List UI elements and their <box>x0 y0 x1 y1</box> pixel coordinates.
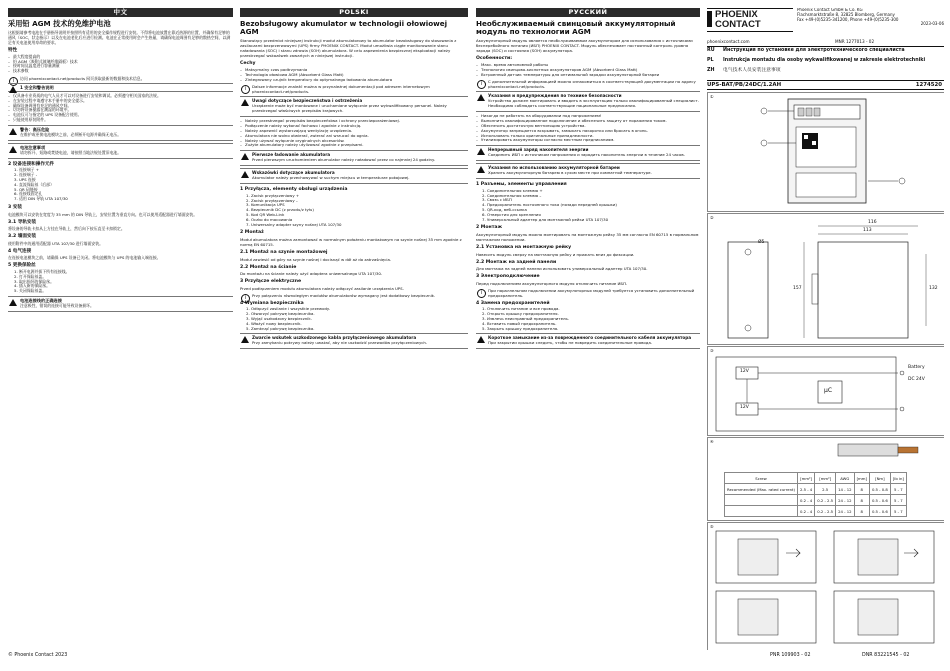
warning-title: 电池注意事项 <box>20 144 46 150</box>
feature-item: – 铅 AGM（吸附式玻璃纤维隔板）技术 <box>8 60 233 65</box>
warning-box <box>476 145 700 161</box>
info-note <box>8 75 233 84</box>
safety-item: – Należy przestrzegać przepisów bezpieczeństwa i ochrony przeciwporażeniowej. <box>240 119 468 124</box>
safety-item: – Утилизировать аккумуляторы согласно местным предписаниям. <box>476 138 700 143</box>
label-microcontroller: µC <box>824 387 833 394</box>
fuse-step: 1. Отключить питание и все провода. <box>482 306 560 312</box>
warning-icon <box>9 299 17 306</box>
element-item: 1. 连接端子 + <box>14 167 40 173</box>
figure-fuse-replacement <box>707 522 944 650</box>
figure-block-diagram <box>707 346 944 436</box>
info-text: С дополнительной информацией можно ознакомиться в соответствующей документации по адресу phoenixcontact.net/products. <box>488 79 696 90</box>
safety-item: – Аккумулятор запрещается вскрывать, замыкать накоротко или бросать в огонь. <box>476 129 700 134</box>
address-line: Flachsmarktstraße 8, 32825 Blomberg, Germany <box>797 11 895 17</box>
info-note <box>240 84 468 94</box>
safety-item: – Выполнить квалифицированное подключение и обеспечить защиту от поражения током. <box>476 119 700 124</box>
dimension-d: Ø5 <box>758 240 765 245</box>
table-cell: 24 - 12 <box>836 506 854 517</box>
warning-icon <box>241 99 249 106</box>
safety-item: – 只能使用原装附件。 <box>8 118 233 123</box>
label-12v-bottom: 12V <box>740 405 749 410</box>
table-cell <box>725 495 798 506</box>
warning-icon <box>241 153 249 160</box>
warning-box <box>240 150 468 166</box>
table-cell: 2.5 - 4 <box>797 484 814 495</box>
table-cell: 0.5 - 0.8 <box>869 484 890 495</box>
dimension-w2: 113 <box>863 228 872 233</box>
feature-item: – Zintegrowany czujnik temperatury do optymalnego ładowania akumulatora <box>240 78 468 83</box>
element-item: 4. Bezpiecznik DC (z przodu/z tyłu) <box>246 207 314 213</box>
fuse-step: 3. Wyjąć uszkodzony bezpiecznik. <box>246 315 312 321</box>
warning-text: 请勿拆开、短路或焚烧电池，请按照当地法规处置旧电池。 <box>20 149 122 155</box>
section-title: Bezobsługowy akumulator w technologii ołowiowej AGM <box>240 19 448 37</box>
rail-heading: 2.1 Montaż na szynie montażowej <box>240 249 328 255</box>
wall-text: Do montażu na ścianie należy użyć adaptera uniwersalnego UTA 107/30. <box>240 271 383 277</box>
electrical-text: Перед подключением аккумуляторного модуля отключить питание ИБП. <box>476 280 628 286</box>
fuse-step: 2. 打开保险丝盖。 <box>14 273 47 279</box>
safety-item: – Akumulatora nie wolno otwierać, zwierać ani wrzucać do ognia. <box>240 134 468 139</box>
label-12v-top: 12V <box>740 369 749 374</box>
table-cell: 5 - 7 <box>890 484 906 495</box>
address-line: Phoenix Contact GmbH & Co. KG <box>797 8 863 12</box>
dimension-drawing <box>708 214 944 344</box>
website: phoenixcontact.com <box>707 39 750 44</box>
language-title: 电气技术人员安装注意事项 <box>723 68 781 73</box>
brand-logo <box>707 8 793 42</box>
footer-dnr: DNR 83221545 - 02 <box>862 653 910 658</box>
wire-strip-drawing <box>708 438 944 468</box>
safety-item: – 电池仅可与指定的 UPS 设备配合使用。 <box>8 113 233 118</box>
element-item: 7. Uniwersalny adapter szyny nośnej UTA 107/30 <box>246 221 342 227</box>
language-title: Инструкция по установке для электротехнического специалиста <box>723 48 905 53</box>
features-heading: Cechy <box>240 61 256 67</box>
fuse-step: 1. 断开电源并拔下所有连接线。 <box>14 268 70 274</box>
figure-wiring-table <box>707 437 944 521</box>
logo-text-line2: CONTACT <box>715 19 761 30</box>
column-header: РУССКИЙ <box>476 8 700 17</box>
language-code: RU <box>707 48 715 53</box>
fuse-steps-drawing <box>708 523 944 650</box>
info-link-text: 访问 phoenixcontact.net/products 网页获取最新的数据和技术信息。 <box>20 75 145 81</box>
info-icon: i <box>241 85 250 94</box>
table-cell <box>725 506 798 517</box>
footer-copyright: © Phoenix Contact 2023 <box>8 653 68 658</box>
fuse-heading: 4 Wymiana bezpiecznika <box>240 300 304 306</box>
warning-text: 注意极性，错误的连接可能导致设备损坏。 <box>20 302 94 308</box>
element-item: 2. 连接端子 - <box>14 172 38 178</box>
feature-item: – Maksymalny czas podtrzymania <box>240 68 468 73</box>
language-title: Instrukcja montażu dla osoby wykwalifikowanej w zakresie elektrotechniki <box>723 58 926 63</box>
logo-text-line1: PHOENIX <box>715 9 758 20</box>
features-heading: Особенности: <box>476 56 513 62</box>
element-item: 5. QR 码链接 <box>14 186 38 192</box>
figure-number: ③ <box>710 348 714 353</box>
warning-box <box>476 333 700 349</box>
document-date: 2023-03-06 <box>920 21 944 27</box>
fuse-step: 1. Odłączyć zasilanie i wszystkie przewody. <box>246 306 330 312</box>
element-item: 3. Komunikacja UPS <box>246 202 285 208</box>
footer-pnr: PNR 109903 - 02 <box>770 653 811 658</box>
element-item: 1. Соединительная клемма + <box>482 187 543 193</box>
dimension-h: 157 <box>793 286 802 291</box>
warning-icon <box>477 94 485 101</box>
info-note <box>240 292 468 301</box>
warning-text: Соединить ИБП с источником напряжения и зарядить накопитель энергии в течение 24 часов. <box>488 152 685 158</box>
warning-box <box>476 91 700 112</box>
safety-item: – Podłączenie należy wykonać fachowo i zgodnie z instrukcją. <box>240 124 468 129</box>
column-header: POLSKI <box>240 8 468 17</box>
warning-icon <box>9 146 17 153</box>
safety-item: – Należy używać wyłącznie oryginalnych akcesoriów. <box>240 139 468 144</box>
table-cell: 0.5 - 0.6 <box>869 506 890 517</box>
intro-text: 这根据请参考电池在手册指导说明并按照所有适用的安全操作规程进行安装。不得将电池放置在靠近热源的位置，并确保有足够的通风（SOC，状态指示）以及在电池老化后应进行检测。电池在正常使用时会产生热量，请确保电池周围有足够的散热空间，以满足有关电池使用寿命的要求。 <box>8 30 231 46</box>
table-cell: 8 <box>854 506 869 517</box>
warning-text: 在维护或更换电池模块之前，必须断开电源并确保无电压。 <box>20 131 122 137</box>
column-figures <box>707 8 944 650</box>
table-header-cell: [Nm] <box>869 473 890 484</box>
part-number: 1274520 <box>915 82 942 88</box>
dimension-h2: 132 <box>929 286 938 291</box>
wall-heading: 2.2 Montaż na ścianie <box>240 264 297 270</box>
table-cell: 8 <box>854 495 869 506</box>
safety-item: – Należy zapewnić wystarczającą wentylację urządzenia. <box>240 129 468 134</box>
address-line: Fax +49-(0)5235-341200, Phone +49-(0)5235-300 <box>797 16 899 22</box>
safety-item: – 切勿将设备暴露在潮湿的环境中。 <box>8 108 233 113</box>
table-header-cell: [mm²] <box>797 473 814 484</box>
table-row <box>725 495 907 506</box>
rail-heading: 3.1 导轨安装 <box>8 219 37 225</box>
warning-box <box>476 163 700 179</box>
table-row <box>725 484 907 495</box>
element-item: 4. 直流保险丝（后部） <box>14 181 54 187</box>
language-row-pl <box>707 58 944 64</box>
table-cell: 24 - 12 <box>836 495 854 506</box>
safety-item: – Zużyte akumulatory należy utylizować zgodnie z przepisami. <box>240 143 468 148</box>
features-heading: 特性 <box>8 48 18 54</box>
warning-icon <box>477 148 485 155</box>
table-row <box>725 506 907 517</box>
element-item: 3. Связь с ИБП <box>482 197 512 203</box>
element-item: 1. Zacisk przyłączeniowy + <box>246 192 300 198</box>
fuse-step: 3. Извлечь неисправный предохранитель. <box>482 315 569 321</box>
table-cell: Recommended (Max. rated current) <box>725 484 798 495</box>
figure-number: ① <box>710 94 714 99</box>
element-item: 6. Отверстия для крепления <box>482 211 541 217</box>
table-header-cell: AWG <box>836 473 854 484</box>
fuse-step: 3. 取出损坏的保险丝。 <box>14 278 54 284</box>
feature-item: – 技术参数 <box>8 69 233 74</box>
wall-text: Для монтажа на задней панели использовать универсальный адаптер UTA 107/30. <box>476 266 648 272</box>
element-item: 2. Соединительная клемма – <box>482 192 542 198</box>
info-icon: i <box>241 294 250 303</box>
table-header-row <box>725 473 907 484</box>
element-item: 6. 连接线固定孔 <box>14 191 43 197</box>
table-cell: 5 - 7 <box>890 506 906 517</box>
figure-dimensions <box>707 213 944 345</box>
warning-icon <box>477 166 485 173</box>
warning-box <box>240 333 468 349</box>
fuse-heading: 4 Замена предохранителей <box>476 300 550 306</box>
mount-heading: 2 Montaż <box>240 230 264 236</box>
warning-text: Przed pierwszym uruchomieniem akumulator należy naładować przez co najmniej 24 godziny. <box>252 157 435 163</box>
fuse-step: 5. Zamknąć pokrywę bezpiecznika. <box>246 325 315 331</box>
table-cell: 0.2 - 2.5 <box>815 495 836 506</box>
info-note <box>476 79 700 89</box>
warning-title: Pierwsze ładowanie akumulatora <box>252 152 331 158</box>
language-code: ZH <box>707 68 715 73</box>
warning-box <box>8 296 233 312</box>
element-item: 4. Предохранитель постоянного тока (позади передней крышки) <box>482 202 617 208</box>
language-code: PL <box>707 58 714 63</box>
elements-heading: 2 设备连接和操作元件 <box>8 161 55 167</box>
warning-title: 1 安全和警告说明 <box>20 84 54 90</box>
label-dc-24v: DC 24V <box>908 377 925 382</box>
table-cell: 5 - 7 <box>890 495 906 506</box>
warning-text: Przy zamykaniu pokrywy należy uważać, aby nie uszkodzić przewodów przyłączeniowych. <box>252 340 428 346</box>
warning-title: Указания и предупреждения по технике безопасности <box>488 93 622 99</box>
document-line <box>707 38 944 47</box>
warning-box <box>240 168 468 184</box>
fuse-heading: 5 更换保险丝 <box>8 263 36 269</box>
label-battery: Battery <box>908 365 925 370</box>
column-header: 中文 <box>8 8 233 17</box>
warning-title: Wskazówki dotyczące akumulatora <box>252 170 335 176</box>
electrical-text: 在连接电池模块之前，请确保 UPS 设备已关闭。将电池模块与 UPS 的电池输入端连接。 <box>8 255 161 261</box>
table-cell: 0.2 - 4 <box>797 495 814 506</box>
table-cell: 0.2 - 2.5 <box>815 506 836 517</box>
table-cell: 2.5 <box>815 484 836 495</box>
element-item: 3. UPS 连接 <box>14 176 36 182</box>
safety-item: – 在安装过程中请遵守本手册中的安全提示。 <box>8 99 233 104</box>
table-header-cell: [lb in] <box>890 473 906 484</box>
electrical-heading: 3 Przyłącze elektryczne <box>240 279 302 285</box>
mount-text: Аккумуляторный модуль можно монтировать на монтажную рейку 35 мм согласно EN 60715 в нормальном монтажном положении. <box>476 231 699 242</box>
feature-item: – 最大程度提高的 <box>8 55 233 60</box>
figure-number: ④ <box>710 439 714 444</box>
table-cell: 14 - 12 <box>836 484 854 495</box>
safety-item: – Использовать только оригинальные принадлежности. <box>476 134 700 139</box>
feature-item: – Встроенный датчик температуры для оптимальной зарядки аккумуляторной батареи <box>476 73 700 78</box>
elements-heading: 1 Przyłącza, elementy obsługi urządzenia <box>240 187 348 193</box>
table-cell: 8 <box>854 484 869 495</box>
table-cell: 0.5 - 0.6 <box>869 495 890 506</box>
warning-icon <box>9 128 17 135</box>
rail-text: 将设备的导轨卡扣从上方挂在导轨上，然后向下按压直至卡扣锁定。 <box>8 226 125 232</box>
figure-number: ② <box>710 215 714 220</box>
warning-title: Uwagi dotyczące bezpieczeństwa i ostrzeżenia <box>252 98 363 104</box>
language-row-ru <box>707 48 944 54</box>
info-text: Dalsze informacje znaleźć można w przynależnej dokumentacji pod adresem internetowym phoenixcontact.net/products. <box>252 84 430 95</box>
safety-warning <box>8 83 233 92</box>
info-icon: i <box>477 289 486 298</box>
info-text: Przy połączeniu równoległym modułów akumulatorów wymagany jest dodatkowy bezpiecznik. <box>252 292 436 298</box>
safety-item: – Никогда не работать на оборудовании под напряжением! <box>476 114 700 119</box>
model-name: UPS-BAT/PB/24DC/1.2AH <box>707 82 782 88</box>
warning-box <box>240 96 468 117</box>
warning-icon <box>241 336 249 343</box>
elements-heading: 1 Разъемы, элементы управления <box>476 182 567 188</box>
warning-title: 电池连接线的正确连接 <box>20 297 62 303</box>
wall-heading: 3.2 墙面安装 <box>8 234 37 240</box>
table-header-cell: [mm] <box>854 473 869 484</box>
dimension-w1: 116 <box>868 220 877 225</box>
warning-icon <box>477 336 485 343</box>
safety-item: – 确保设备周围有充足的通风空间。 <box>8 104 233 109</box>
element-item: 7. Универсальный адаптер для монтажной рейки UTA 107/30 <box>482 216 609 222</box>
electrical-heading: 3 Электроподключение <box>476 274 540 280</box>
warning-box <box>8 125 233 141</box>
table-header-cell: [mm²] <box>815 473 836 484</box>
element-item: 5. Kod QR Web-Link <box>246 211 285 217</box>
warning-icon <box>241 171 249 178</box>
mount-text: 电池模块可以安装在宽度为 35 mm 的 DIN 导轨上，安装位置为垂直方向。也可以使用适配器进行墙面安装。 <box>8 211 198 217</box>
electrical-heading: 4 电气连接 <box>8 248 32 254</box>
intro-text: Аккумуляторный модуль является необслуживаемым аккумулятором для использования с источниками бесперебойного питания (ИБП) PHOENIX CONTACT. Модуль обеспечивает постоянный контроль уровня заряда (SOC) и состояния (SOH) аккумулятора. <box>476 38 693 54</box>
column-polish <box>240 8 468 650</box>
section-title: Необслуживаемый свинцовый аккумуляторный модуль по технологии AGM <box>476 19 676 37</box>
feature-item: – Technologia ołowiowa AGM (Absorbent Glass Matt) <box>240 73 468 78</box>
warning-text: Устройство должен монтировать и вводить в эксплуатацию только квалифицированный специалист. Необходимо соблюдать соответствующие национальные предписания. <box>488 98 699 109</box>
info-note <box>476 288 700 298</box>
warning-text: При закрытии крышки следить, чтобы не повредить соединительные провода. <box>488 340 653 346</box>
electrical-text: Przed podłączeniem modułu akumulatora należy odłączyć zasilanie urządzenia UPS. <box>240 285 404 291</box>
warning-text: Хранить аккумуляторную батарею в сухом месте при комнатной температуре. <box>488 170 652 176</box>
element-item: 5. QR-код, веб-ссылка <box>482 206 527 212</box>
fuse-step: 2. Открыть крышку предохранителя. <box>482 311 559 317</box>
rail-text: Навесить модуль сверху на монтажную рейку и прижать вниз до фиксации. <box>476 251 635 257</box>
fuse-step: 4. 插入新的保险丝。 <box>14 283 51 289</box>
mount-heading: 2 Монтаж <box>476 225 503 231</box>
mount-text: Moduł akumulatora można zamontować w normalnym położeniu montażowym na szynie nośnej 35 mm zgodnie z normą EN 60715. <box>240 236 462 247</box>
fuse-step: 4. Вставить новый предохранитель. <box>482 320 557 326</box>
column-chinese <box>8 8 233 650</box>
document-number: MNR 1277013 - 02 <box>835 39 875 44</box>
feature-item: – Технология свинцово-кислотных аккумуляторов AGM (Absorbent Glass Matt) <box>476 68 700 73</box>
company-address <box>797 8 944 27</box>
safety-item: – 仅具备专业资质的电气人员才可以对设备进行安装和调试。必须遵守相关国家的法规。 <box>8 94 233 99</box>
warning-text: Akumulator należy przechowywać w suchym miejscu w temperaturze pokojowej. <box>252 175 410 181</box>
figure-number: ⑤ <box>710 524 714 529</box>
wire-specs-table <box>724 472 907 517</box>
rail-heading: 2.1 Установка на монтажную рейку <box>476 244 572 250</box>
figure-device-front <box>707 92 944 212</box>
fuse-step: 2. Otworzyć pokrywę bezpiecznika. <box>246 311 315 317</box>
column-russian <box>476 8 700 650</box>
element-item: 2. Zacisk przyłączeniowy – <box>246 197 298 203</box>
safety-item: – Обеспечить достаточную вентиляцию устройства. <box>476 124 700 129</box>
warning-title: Короткое замыкание из-за поврежденного соединительного кабеля аккумулятора <box>488 335 692 341</box>
fuse-step: 4. Włożyć nowy bezpiecznik. <box>246 320 302 326</box>
info-icon: i <box>9 77 18 86</box>
info-icon: i <box>477 80 486 89</box>
warning-title: Zwarcie wskutek uszkodzonego kabla przyłączeniowego akumulatora <box>252 335 417 341</box>
element-item: 6. Oczko do mocowania <box>246 216 293 222</box>
warning-title: Непрерывный заряд накопителя энергии <box>488 147 589 153</box>
table-cell: 0.2 - 4 <box>797 506 814 517</box>
feature-item: – Макс. время автономной работы <box>476 63 700 68</box>
warning-text: Urządzenie może być montowane i uruchamiane wyłącznie przez wykwalifikowany personel. Należy przestrzegać właściwych przepisów krajowych. <box>252 103 447 114</box>
mount-heading: 3 安装 <box>8 204 22 210</box>
device-front-drawing <box>708 93 944 211</box>
feature-item: – 按时间及温度进行容量测量 <box>8 64 233 69</box>
rail-text: Moduł zawiesić od góry na szynie nośnej i docisnąć w dół aż do zatrzaśnięcia. <box>240 256 392 262</box>
language-row-zh <box>707 68 944 74</box>
wall-heading: 2.2 Монтаж на задней панели <box>476 259 557 265</box>
warning-title: 警告：高压危险 <box>20 126 50 132</box>
wall-text: 使用附件中的通用适配器 UTA 107/30 进行墙面安装。 <box>8 240 104 246</box>
info-text: При параллельном подключении аккумуляторных модулей требуется установить дополнительный предохранитель. <box>488 287 695 298</box>
fuse-step: 5. Закрыть крышку предохранителя. <box>482 325 559 331</box>
warning-icon <box>9 86 17 93</box>
fuse-step: 5. 关闭保险丝盖。 <box>14 288 47 294</box>
element-item: 7. 适用 DIN 导轨 UTA 107/30 <box>14 196 68 202</box>
section-title: 采用铅 AGM 技术的免维护电池 <box>8 19 111 28</box>
product-designation <box>707 80 944 90</box>
intro-text: Stanowiący przedmiot niniejszej instrukcji moduł akumulatorowy to akumulator bezobsługowy do stosowania z zasilaczami bezprzerwowymi (UPS) firmy PHOENIX CONTACT. Moduł umożliwia ciągłe monitorowanie stanu naładowania (SOC) i stanu zdrowia (SOH) akumulatora. W celu zapewnienia bezpiecznej eksploatacji należy przestrzegać wskazówek zawartych w niniejszej instrukcji. <box>240 38 457 59</box>
warning-title: Указания по использованию аккумуляторной батареи <box>488 165 620 171</box>
logo-mark-icon <box>707 11 712 27</box>
warning-box <box>8 143 233 159</box>
table-header-cell: Screw <box>725 473 798 484</box>
